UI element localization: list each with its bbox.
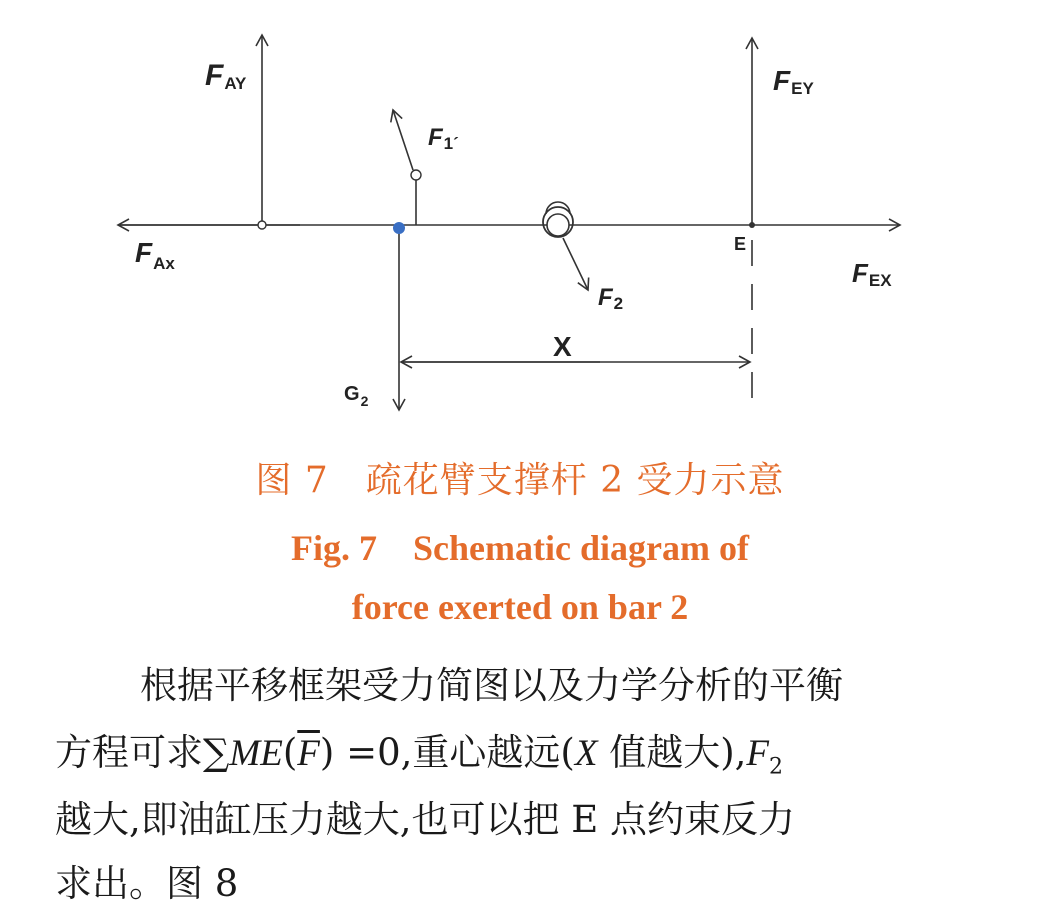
center-of-gravity-point (393, 222, 405, 234)
f2-arrow (563, 238, 588, 290)
label-f2: F2 (598, 284, 624, 313)
point-a (258, 221, 266, 229)
caption-chinese: 图 7 疏花臂支撑杆 2 受力示意 (255, 460, 785, 501)
force-vector-symbol: $\overline{F}$ (297, 733, 320, 774)
label-fax: $F_{Ax}$ (135, 237, 175, 273)
f2-hinge-inner (546, 202, 570, 214)
caption-english-line2: force exerted on bar 2 (351, 587, 689, 627)
point-e (749, 222, 755, 228)
label-fex: FEX (852, 258, 892, 290)
body-line-1: 根据平移框架受力简图以及力学分析的平衡 (140, 664, 843, 707)
label-x: X (553, 331, 572, 362)
caption-english-line1: Fig. 7 Schematic diagram of (291, 528, 749, 568)
label-fey: FEY (773, 65, 814, 98)
f2-symbol: F (746, 733, 770, 774)
label-f1: F1´ (428, 124, 459, 153)
x-symbol: X (574, 733, 598, 774)
body-line-4: 求出。图 8 (55, 862, 239, 905)
f1-joint (411, 170, 421, 180)
body-line-2: 方程可求$\sum ME(\overline{F}) =0$,重心越远(X 值越大)$,F_2$ (55, 731, 784, 780)
force-diagram (0, 0, 1040, 440)
body-line-3: 越大,即油缸压力越大,也可以把 E 点约束反力 (55, 798, 796, 841)
label-e: E (734, 234, 747, 254)
label-fay: FAY (205, 59, 247, 93)
f1-arrow (393, 110, 413, 170)
moment-symbol: ME (229, 733, 283, 774)
label-g2: $G_2$ (344, 383, 369, 409)
